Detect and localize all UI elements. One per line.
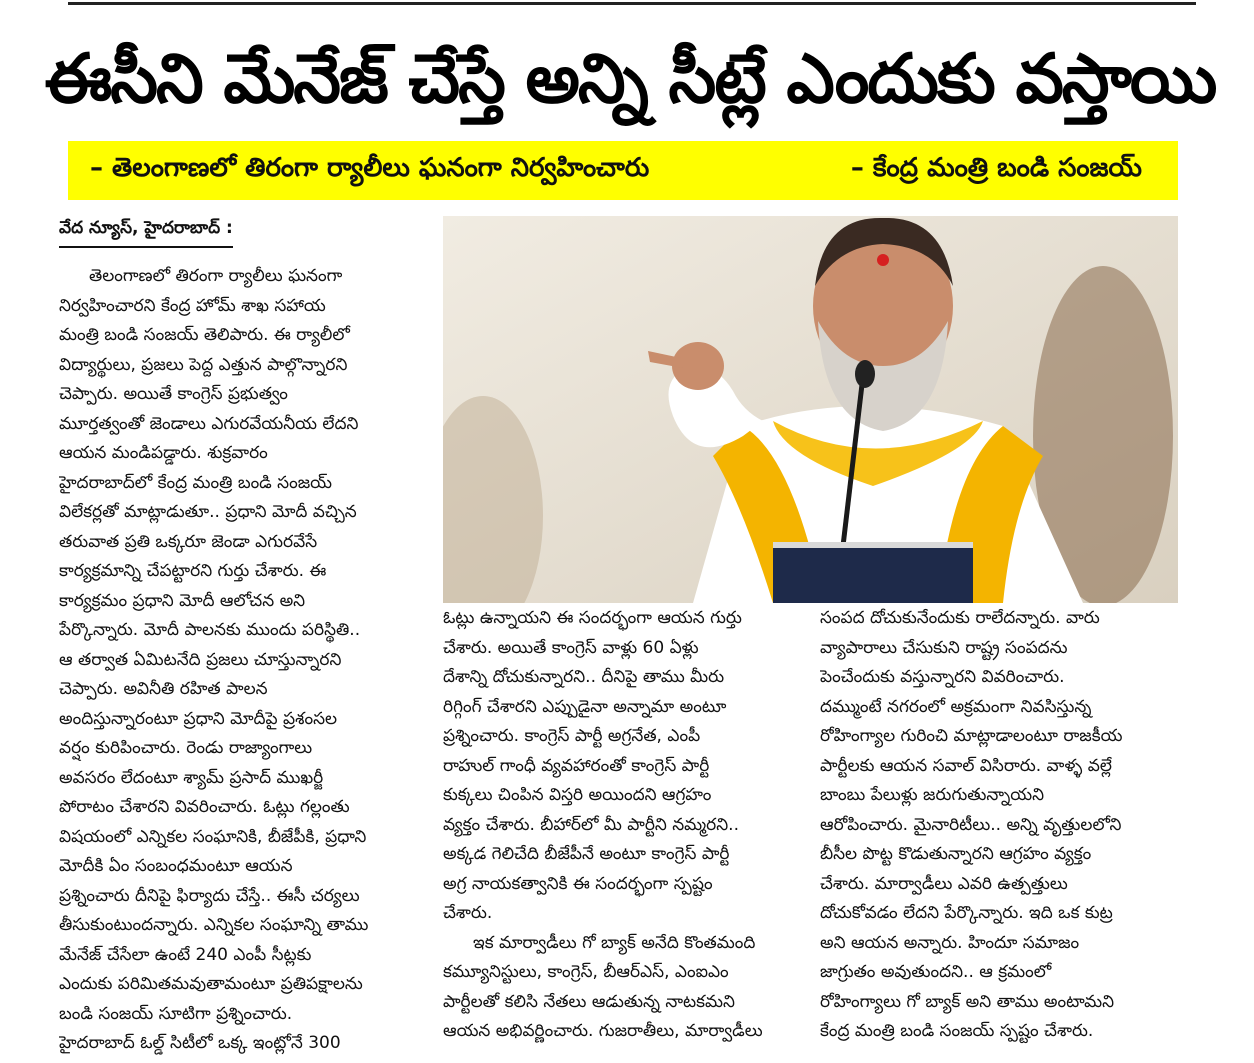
text-line: బండి సంజయ్ సూటిగా ప్రశ్నించారు.	[59, 1003, 293, 1024]
text-line: విలేకర్లతో మాట్లాడుతూ.. ప్రధాని మోదీ వచ్చిన	[59, 502, 357, 522]
text-line: చెప్పారు. అవినీతి రహిత పాలన	[59, 679, 268, 699]
text-line: అని ఆయన అన్నారు. హిందూ సమాజం	[820, 932, 1080, 953]
text-line: వర్షం కురిపించారు. రెండు రాజ్యాంగాలు	[59, 738, 313, 758]
dateline: వేద న్యూస్, హైదరాబాద్ :	[59, 218, 233, 248]
text-line: బీసీల పొట్ట కొడుతున్నారని ఆగ్రహం వ్యక్తం	[820, 844, 1092, 864]
text-line: సంపద దోచుకునేందుకు రాలేదన్నారు. వారు	[820, 608, 1100, 628]
text-line: జాగ్రుతం అవుతుందని.. ఆ క్రమంలో	[820, 962, 1052, 982]
subheading-left: – తెలంగాణలో తిరంగా ర్యాలీలు ఘనంగా నిర్వహించారు	[90, 152, 650, 183]
text-line: ప్రశ్నించారు. కాంగ్రెస్ పార్టీ అగ్రనేత, ఎంపీ	[443, 726, 701, 746]
text-line: అవసరం లేదంటూ శ్యామ్ ప్రసాద్ ముఖర్జీ	[59, 767, 324, 788]
text-line: పార్టీలతో కలిసి నేతలు ఆడుతున్న నాటకమని	[443, 991, 735, 1012]
text-line: ఓట్లు ఉన్నాయని ఈ సందర్భంగా ఆయన గుర్తు	[443, 608, 742, 628]
text-line: రిగ్గింగ్ చేశారని ఎప్పుడైనా అన్నామా అంటూ	[443, 696, 727, 717]
speaker-photo-illustration	[443, 216, 1178, 603]
text-line: కుక్కలు చింపిన విస్తరి అయిందని ఆగ్రహం	[443, 785, 712, 805]
text-line: తరువాత ప్రతి ఒక్కరూ జెండా ఎగురవేసే	[59, 531, 318, 552]
text-line: ప్రశ్నించారు దీనిపై ఫిర్యాదు చేస్తే.. ఈసీ చర్యలు	[59, 885, 360, 906]
text-line: కమ్యూనిస్టులు, కాంగ్రెస్, బీఆర్ఎస్, ఎంఐఎం	[443, 962, 729, 982]
article-column-3	[820, 604, 1182, 1047]
text-line: అక్కడ గెలిచేది బీజేపీనే అంటూ కాంగ్రెస్ పార్టీ	[443, 844, 730, 864]
text-line: పెంచేందుకు వస్తున్నారని వివరించారు.	[820, 667, 1065, 687]
text-line: ఆరోపించారు. మైనారిటీలు.. అన్ని వృత్తులలోని	[820, 814, 1122, 835]
text-line: కేంద్ర మంత్రి బండి సంజయ్ స్పష్టం చేశారు.	[820, 1021, 1094, 1041]
text-line: దమ్ముంటే నగరంలో అక్రమంగా నివసిస్తున్న	[820, 696, 1092, 717]
text-line: ఆ తర్వాత ఏమిటనేది ప్రజలు చూస్తున్నారని	[59, 649, 342, 670]
text-line: మేనేజ్ చేసేలా ఉంటే 240 ఎంపీ సీట్లకు	[59, 944, 312, 965]
text-line: చేశారు.	[443, 903, 493, 923]
text-line: రోహింగ్యాలు గో బ్యాక్ అని తాము అంటామని	[820, 991, 1115, 1012]
text-line: విషయంలో ఎన్నికల సంఘానికి, బీజేపీకి, ప్రధాని	[59, 826, 367, 847]
text-line: రోహింగ్యాల గురించి మాట్లాడాలంటూ రాజకీయ	[820, 726, 1123, 746]
top-rule	[68, 2, 1196, 5]
text-line: దేశాన్ని దోచుకున్నారని.. దీనిపై తాము మీరు	[443, 667, 725, 687]
text-line: దోచుకోవడం లేదని పేర్కొన్నారు. ఇది ఒక కుట్ర	[820, 903, 1113, 923]
text-line: హైదరాబాద్‌లో కేంద్ర మంత్రి బండి సంజయ్	[59, 472, 333, 493]
text-line: తెలంగాణలో తిరంగా ర్యాలీలు ఘనంగా	[89, 266, 343, 286]
text-line: అందిస్తున్నారంటూ ప్రధాని మోదీపై ప్రశంసల	[59, 708, 338, 729]
article-column-1	[59, 262, 411, 1059]
text-line: రాహుల్ గాంధీ వ్యవహారంతో కాంగ్రెస్ పార్టీ	[443, 755, 710, 776]
text-line: తీసుకుంటుందన్నారు. ఎన్నికల సంఘాన్ని తాము	[59, 915, 369, 935]
text-line: ఎందుకు పరిమితమవుతామంటూ ప్రతిపక్షాలను	[59, 974, 363, 994]
headline: ఈసీని మేనేజ్ చేస్తే అన్ని సీట్లే ఎందుకు వస్తాయి	[44, 40, 1216, 119]
text-line: చేశారు. మార్వాడీలు ఎవరి ఉత్పత్తులు	[820, 873, 1068, 894]
article-column-2	[443, 604, 793, 1047]
text-line: కార్యక్రమం ప్రధాని మోదీ ఆలోచన అని	[59, 590, 306, 611]
text-line: మూర్తత్వంతో జెండాలు ఎగురవేయనీయ లేదని	[59, 413, 359, 434]
text-line: ఆయన అభివర్ణించారు. గుజరాతీలు, మార్వాడీలు	[443, 1021, 763, 1041]
text-line: పోరాటం చేశారని వివరించారు. ఓట్లు గల్లంతు	[59, 797, 350, 817]
text-line: పార్టీలకు ఆయన సవాల్ విసిరారు. వాళ్ళ వల్లే	[820, 755, 1112, 776]
text-line: వ్యక్తం చేశారు. బీహార్‌లో మీ పార్టీని నమ్మరని..	[443, 814, 739, 835]
subheading-bar	[68, 141, 1178, 200]
text-line: పేర్కొన్నారు. మోదీ పాలనకు ముందు పరిస్థితి..	[59, 620, 361, 640]
text-line: మోదీకి ఏం సంబంధమంటూ ఆయన	[59, 856, 293, 876]
text-line: ఇక మార్వాడీలు గో బ్యాక్ అనేది కొంతమంది	[473, 932, 756, 953]
text-line: మంత్రి బండి సంజయ్ తెలిపారు. ఈ ర్యాలీలో	[59, 325, 350, 345]
subheading-right: – కేంద్ర మంత్రి బండి సంజయ్	[850, 152, 1142, 183]
text-line: బాంబు పేలుళ్లు జరుగుతున్నాయని	[820, 785, 1045, 805]
text-line: నిర్వహించారని కేంద్ర హోమ్ శాఖ సహాయ	[59, 295, 326, 316]
speaker-photo	[443, 216, 1178, 603]
text-line: చేశారు. అయితే కాంగ్రెస్ వాళ్లు 60 ఏళ్లు	[443, 637, 699, 658]
text-line: చెప్పారు. అయితే కాంగ్రెస్ ప్రభుత్వం	[59, 384, 288, 404]
text-line: కార్యక్రమాన్ని చేపట్టారని గుర్తు చేశారు. ఈ	[59, 561, 327, 581]
text-line: అగ్ర నాయకత్వానికి ఈ సందర్భంగా స్పష్టం	[443, 873, 713, 894]
text-line: విద్యార్థులు, ప్రజలు పెద్ద ఎత్తున పాల్గొన్నారని	[59, 354, 348, 375]
text-line: హైదరాబాద్ ఓల్డ్ సిటీలో ఒక్క ఇంట్లోనే 300	[59, 1033, 341, 1053]
text-line: ఆయన మండిపడ్డారు. శుక్రవారం	[59, 443, 268, 463]
text-line: వ్యాపారాలు చేసుకుని రాష్ట్ర సంపదను	[820, 637, 1068, 658]
